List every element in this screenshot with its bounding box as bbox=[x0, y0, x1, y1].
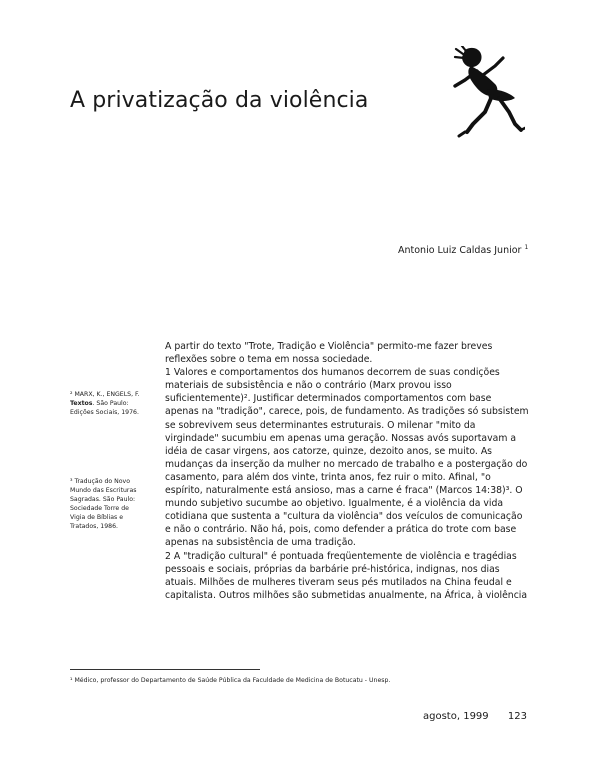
body-line: mundo subjetivo sucumbe ao objetivo. Igualmente, é a violência da vida bbox=[165, 498, 504, 510]
body-line: casamento, para além dos vinte, trinta anos, fez ruir o mito. Afinal, "o bbox=[165, 471, 491, 483]
body-line: e não o contrário. Não há, pois, como defender a prática do trote com base bbox=[165, 524, 517, 536]
body-line: A partir do texto "Trote, Tradição e Violência" permito-me fazer breves bbox=[165, 341, 493, 352]
body-line: materiais de subsistência e não o contrário (Marx provou isso bbox=[165, 380, 452, 392]
sidenote-line: Mundo das Escrituras bbox=[70, 487, 137, 494]
sidenote-line: Sagradas. São Paulo: bbox=[70, 496, 136, 503]
dancer-silhouette-icon bbox=[443, 46, 525, 148]
body-line: se sobrevivem seus determinantes estruturais. O milenar "mito da bbox=[165, 419, 476, 431]
sidenote-line: Tratados, 1986. bbox=[70, 523, 119, 530]
author-byline bbox=[398, 244, 528, 256]
body-line: atuais. Milhões de mulheres tiveram seus pés mutilados na China feudal e bbox=[165, 576, 512, 588]
page-footer bbox=[423, 711, 527, 722]
article-body bbox=[165, 340, 535, 602]
author-footnote-mark: 1 bbox=[524, 244, 529, 251]
body-line: cotidiana que sustenta a "cultura da violência" dos veículos de comunicação bbox=[165, 511, 523, 523]
sidenote-book-title: Textos bbox=[70, 400, 93, 407]
body-line: 2 A "tradição cultural" é pontuada freqüentemente de violência e tragédias bbox=[165, 550, 517, 562]
body-line: apenas na subsistência de uma tradição. bbox=[165, 537, 356, 549]
body-line: virgindade" sucumbiu em apenas uma geração. Nossas avós suportavam a bbox=[165, 432, 517, 444]
body-line: capitalista. Outros milhões são submetidas anualmente, na África, à violência bbox=[165, 589, 528, 601]
body-line: mudanças da inserção da mulher no mercado de trabalho e a postergação do bbox=[165, 458, 528, 470]
body-line: apenas na "tradição", carece, pois, de fundamento. As tradições só subsistem bbox=[165, 406, 529, 418]
sidenote-line: ³ Tradução do Novo bbox=[70, 478, 130, 485]
sidenote-line: ² MARX, K., ENGELS, F. bbox=[70, 391, 140, 398]
author-name: Antonio Luiz Caldas Junior bbox=[398, 245, 522, 257]
sidenote-bible bbox=[70, 477, 150, 531]
page-number: 123 bbox=[507, 711, 527, 722]
sidenote-line bbox=[70, 399, 150, 408]
sidenote-line-rest: . São Paulo: bbox=[92, 400, 129, 407]
body-line: suficientemente)². Justificar determinados comportamentos com base bbox=[165, 393, 492, 405]
issue-date: agosto, 1999 bbox=[423, 711, 489, 722]
sidenote-marx bbox=[70, 390, 150, 417]
sidenote-line: Sociedade Torre de bbox=[70, 505, 129, 512]
sidenote-line: Edições Sociais, 1976. bbox=[70, 409, 139, 416]
body-line: idéia de casar virgens, aos catorze, quinze, dezoito anos, se muito. As bbox=[165, 445, 493, 457]
author-footnote: ¹ Médico, professor do Departamento de Saúde Pública da Faculdade de Medicina de Botucatu - Unesp. bbox=[70, 677, 391, 684]
body-line: reflexões sobre o tema em nossa sociedade. bbox=[165, 354, 373, 366]
body-line: 1 Valores e comportamentos dos humanos decorrem de suas condições bbox=[165, 367, 500, 379]
footnote-divider bbox=[70, 669, 260, 670]
sidenote-line: Vigia de Bíblias e bbox=[70, 514, 124, 521]
page-title: A privatização da violência bbox=[70, 88, 369, 113]
body-line: espírito, naturalmente está ansioso, mas a carne é fraca" (Marcos 14:38)³. O bbox=[165, 485, 523, 497]
body-line: pessoais e sociais, próprias da barbárie pré-histórica, indignas, nos dias bbox=[165, 563, 500, 575]
